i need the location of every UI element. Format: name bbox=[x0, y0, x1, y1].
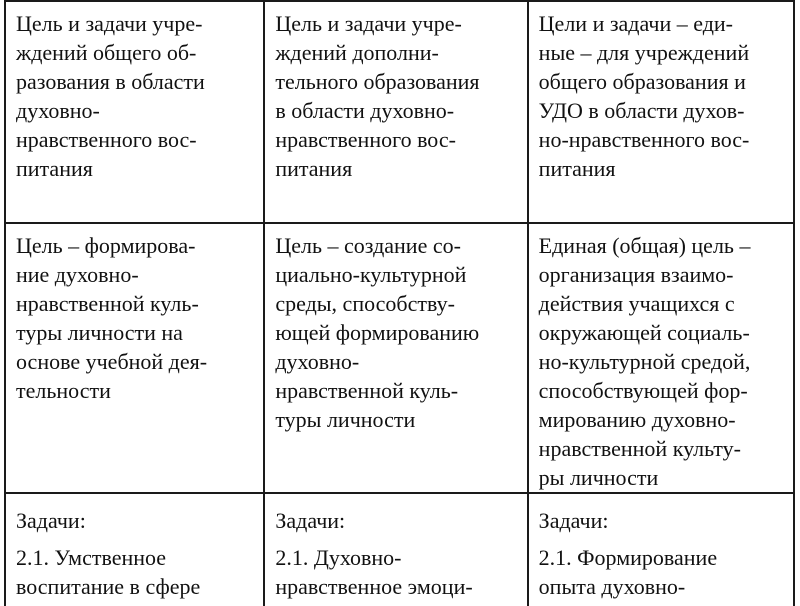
header-cell-general-education bbox=[6, 2, 265, 224]
text-line: туры личности bbox=[275, 407, 416, 432]
text-line: организация взаимо- bbox=[538, 262, 734, 287]
text-line: нравственной культу- bbox=[538, 436, 741, 461]
text-line: основе учебной дея- bbox=[16, 349, 208, 374]
goal-cell-additional-education bbox=[265, 224, 528, 494]
text-line: действия учащихся с bbox=[538, 291, 735, 316]
goal-cell-general-education bbox=[6, 224, 265, 494]
text-line: Цель и задачи учре- bbox=[275, 11, 462, 36]
text-line: Цель и задачи учре- bbox=[16, 11, 203, 36]
text-line: мированию духовно- bbox=[538, 407, 736, 432]
text-line: в области духовно- bbox=[275, 98, 455, 123]
goal-cell-unified bbox=[529, 224, 795, 494]
text-line: ждений общего об- bbox=[16, 40, 197, 65]
text-line: нравственной куль- bbox=[16, 291, 199, 316]
text-line: окружающей социаль- bbox=[538, 320, 750, 345]
text-line: Единая (общая) цель – bbox=[538, 233, 751, 258]
text-line: Цель – формирова- bbox=[16, 233, 196, 258]
text-line: УДО в области духов- bbox=[538, 98, 745, 123]
text-line: ные – для учреждений bbox=[538, 40, 750, 65]
header-cell-unified-goals bbox=[529, 2, 795, 224]
text-line: питания bbox=[16, 156, 93, 181]
text-line: ющей формированию bbox=[275, 320, 480, 345]
text-line: туры личности на bbox=[16, 320, 183, 345]
text-line: духовно- bbox=[16, 98, 100, 123]
text-line: нравственное эмоци- bbox=[275, 574, 473, 599]
tasks-cell-additional-education bbox=[265, 494, 528, 606]
text-line: питания bbox=[538, 156, 616, 181]
table-row-header bbox=[6, 2, 795, 224]
text-line: но-нравственного вос- bbox=[538, 127, 750, 152]
text-line: ние духовно- bbox=[16, 262, 139, 287]
tasks-label: Задачи: bbox=[538, 508, 609, 533]
tasks-cell-general-education bbox=[6, 494, 265, 606]
text-line: циально-культурной bbox=[275, 262, 467, 287]
text-line: нравственной куль- bbox=[275, 378, 459, 403]
comparison-table bbox=[4, 0, 795, 606]
text-line: воспитание в сфере bbox=[16, 574, 201, 599]
text-line: Цели и задачи – еди- bbox=[538, 11, 733, 36]
text-line: но-культурной средой, bbox=[538, 349, 751, 374]
table-row-tasks bbox=[6, 494, 795, 606]
text-line: тельного образования bbox=[275, 69, 480, 94]
text-line: ждений дополни- bbox=[275, 40, 439, 65]
text-line: питания bbox=[275, 156, 353, 181]
text-line: общего образования и bbox=[538, 69, 746, 94]
text-line: духовно- bbox=[275, 349, 360, 374]
tasks-label: Задачи: bbox=[275, 508, 346, 533]
text-line: Цель – создание со- bbox=[275, 233, 461, 258]
text-line: ры личности bbox=[538, 465, 659, 490]
header-cell-additional-education bbox=[265, 2, 528, 224]
tasks-cell-unified bbox=[529, 494, 795, 606]
text-line: 2.1. Формирование bbox=[538, 545, 718, 570]
text-line: 2.1. Умственное bbox=[16, 545, 167, 570]
text-line: способствующей фор- bbox=[538, 378, 748, 403]
text-line: нравственного вос- bbox=[16, 127, 197, 152]
text-line: нравственного вос- bbox=[275, 127, 456, 152]
text-line: разования в области bbox=[16, 69, 205, 94]
text-line: среды, способству- bbox=[275, 291, 455, 316]
text-line: опыта духовно- bbox=[538, 574, 686, 599]
text-line: 2.1. Духовно- bbox=[275, 545, 402, 570]
text-line: тельности bbox=[16, 378, 111, 403]
table-row-goals bbox=[6, 224, 795, 494]
tasks-label: Задачи: bbox=[16, 508, 86, 533]
